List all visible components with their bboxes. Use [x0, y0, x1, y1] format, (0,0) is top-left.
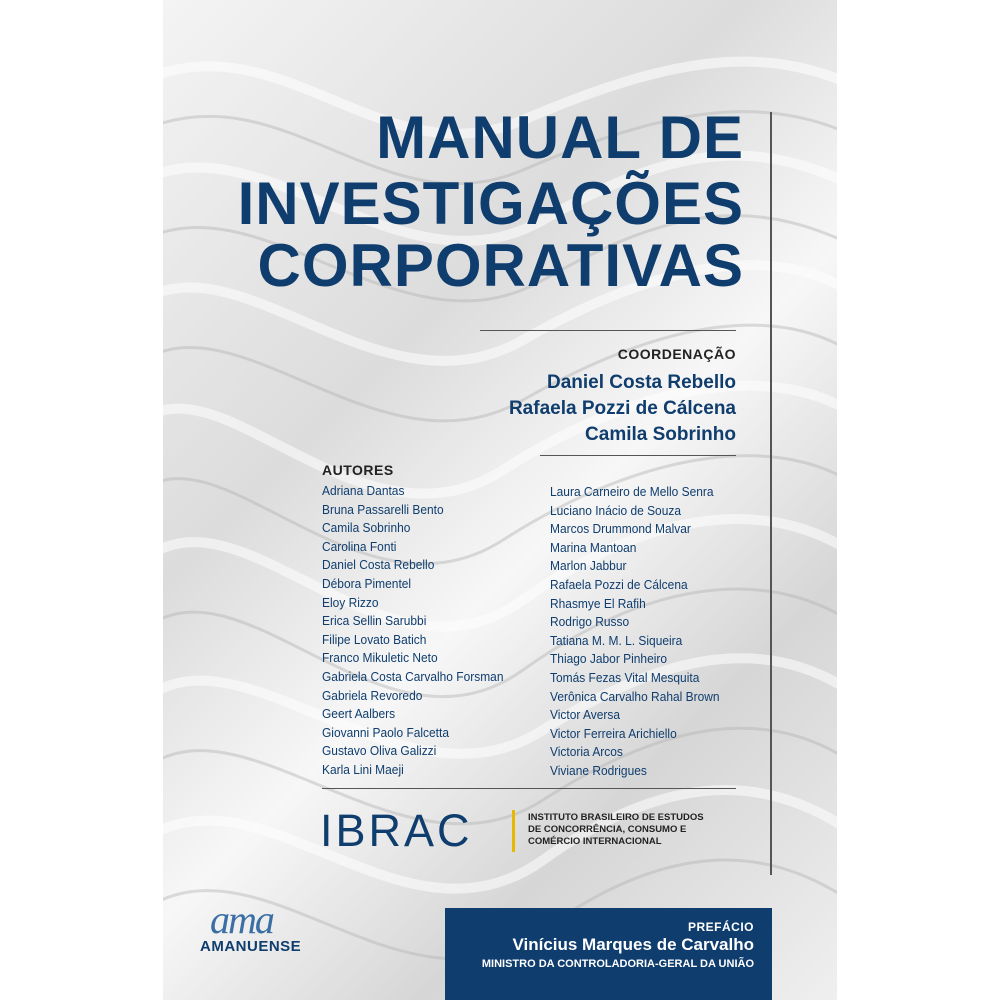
institute-name-line: DE CONCORRÊNCIA, CONSUMO E [528, 824, 687, 835]
author-name: Victor Aversa [550, 707, 621, 723]
author-name: Verônica Carvalho Rahal Brown [550, 688, 720, 704]
authors-column-1 [322, 482, 519, 780]
author-name: Laura Carneiro de Mello Senra [550, 484, 714, 499]
author-name: Erica Sellin Sarubbi [322, 613, 427, 629]
author-name: Thiago Jabor Pinheiro [550, 651, 668, 667]
authors-label: AUTORES [322, 462, 394, 478]
author-name: Marcos Drummond Malvar [550, 521, 691, 537]
preface-author: Vinícius Marques de Carvalho [512, 935, 754, 954]
author-name: Gustavo Oliva Galizzi [322, 743, 437, 759]
author-name: Rafaela Pozzi de Cálcena [550, 576, 688, 592]
institute-name-line: INSTITUTO BRASILEIRO DE ESTUDOS [528, 812, 704, 823]
author-name: Geert Aalbers [322, 706, 396, 722]
author-name: Débora Pimentel [322, 575, 412, 591]
author-name: Luciano Inácio de Souza [550, 502, 681, 518]
author-name: Marlon Jabbur [550, 558, 627, 574]
author-name: Tomás Fezas Vital Mesquita [550, 669, 700, 685]
author-name: Karla Lini Maeji [322, 761, 404, 777]
author-name: Rhasmye El Rafih [550, 595, 646, 611]
author-name: Filipe Lovato Batich [322, 631, 427, 647]
title-line-3: CORPORATIVAS [257, 232, 744, 299]
author-name: Franco Mikuletic Neto [322, 650, 438, 666]
author-name: Bruna Passarelli Bento [322, 501, 444, 517]
author-name: Carolina Fonti [322, 538, 397, 554]
author-name: Daniel Costa Rebello [322, 557, 435, 573]
ibrac-logo-bar [512, 810, 515, 852]
coordinator-name: Daniel Costa Rebello [547, 372, 736, 393]
authors-bottom-rule [322, 788, 736, 789]
preface-label: PREFÁCIO [687, 920, 754, 934]
author-name: Giovanni Paolo Falcetta [322, 724, 449, 740]
title-line-1: MANUAL DE [376, 104, 744, 171]
ibrac-logo: IBRAC [320, 805, 473, 856]
authors-column-2 [550, 483, 734, 781]
publisher-mark: ama [210, 897, 273, 942]
institute-name-line: COMÉRCIO INTERNACIONAL [528, 836, 662, 847]
author-name: Eloy Rizzo [322, 594, 379, 610]
author-name: Rodrigo Russo [550, 614, 630, 630]
publisher-name: AMANUENSE [200, 938, 302, 955]
institute-name [528, 812, 704, 848]
preface-box [445, 908, 772, 1000]
author-name: Adriana Dantas [322, 483, 405, 498]
coordinator-name: Camila Sobrinho [585, 424, 736, 445]
coordination-top-rule [480, 330, 736, 331]
author-name: Gabriela Revoredo [322, 687, 423, 703]
coordinator-name: Rafaela Pozzi de Cálcena [508, 398, 736, 419]
title-line-2: INVESTIGAÇÕES [237, 170, 744, 237]
author-name: Victor Ferreira Arichiello [550, 725, 677, 741]
author-name: Victoria Arcos [550, 744, 623, 760]
author-name: Tatiana M. M. L. Siqueira [550, 632, 683, 648]
author-name: Gabriela Costa Carvalho Forsman [322, 668, 504, 684]
vertical-divider [770, 112, 772, 875]
coordination-label: COORDENAÇÃO [617, 346, 736, 362]
author-name: Viviane Rodrigues [550, 762, 647, 778]
author-name: Marina Mantoan [550, 539, 637, 555]
publisher-logo [200, 897, 330, 960]
coordination-bottom-rule [540, 455, 736, 456]
author-name: Camila Sobrinho [322, 520, 411, 536]
preface-author-role: MINISTRO DA CONTROLADORIA-GERAL DA UNIÃO [481, 958, 754, 970]
